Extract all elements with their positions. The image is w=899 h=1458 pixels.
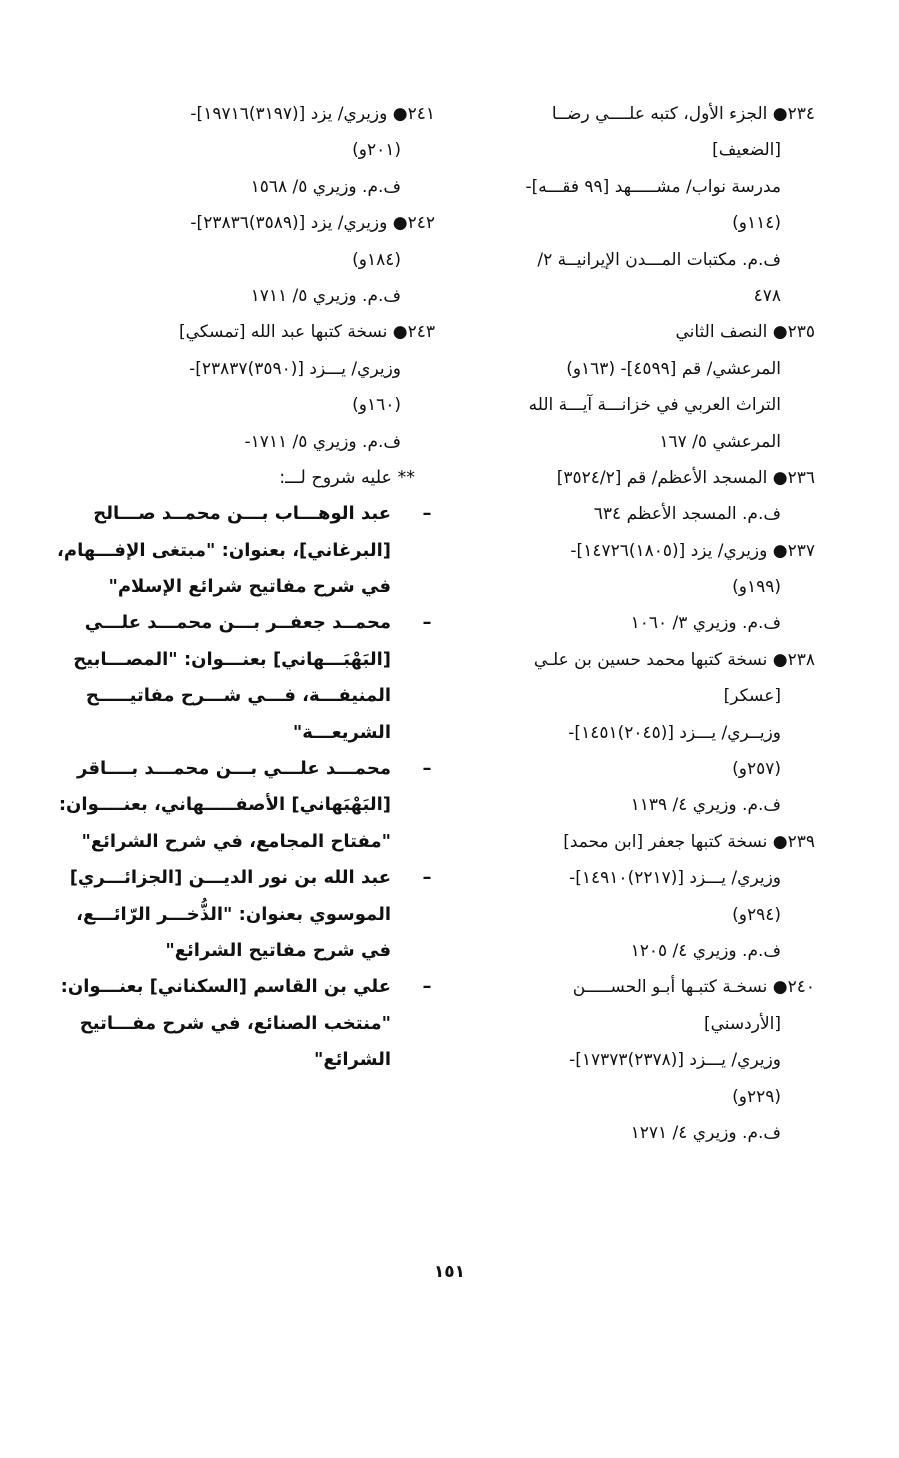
text-line: [عسكر] [723,686,781,707]
text-line: [الأردسني] [703,1013,781,1034]
commentary-text: [البرغاني]، بعنوان: "مبتغى الإفـــهام، [57,539,391,561]
text-line: ف.م. وزيري ٤/ ١١٣٩ [630,795,781,816]
commentary-item [60,969,435,1078]
left-entries [95,96,435,460]
commentary-line [69,860,435,896]
text-line: ٢٣٥● النصف الثاني [675,322,815,343]
text-line: ٢٤١● وزيري/ يزد [(٣١٩٧)١٩٧١٦]- [190,104,435,124]
text-line: (١٨٤و) [352,249,401,270]
text-line: ف.م. المسجد الأعظم ٦٣٤ [593,504,781,525]
text-line: مدرسة نواب/ مشـــــهد [٩٩ فقـــه]- [525,176,781,197]
text-line: (٢٢٩و) [732,1086,781,1107]
dash-marker: – [422,758,432,780]
commentary-line [58,787,435,823]
commentary-text: الشريعـــة" [292,721,391,743]
text-line: ف.م. وزيري ٤/ ١٢٧١ [630,1122,781,1143]
commentary-line [81,824,435,860]
right-column [475,96,815,1151]
dash-marker: – [422,867,432,889]
text-line: ف.م. مكتبات المـــدن الإيرانيــة ٢/ [537,249,781,270]
commentary-item [58,751,435,860]
commentary-item [69,860,435,969]
commentary-text: [البَهْبَـــهاني] بعنـــوان: "المصـــابيح [73,648,391,670]
text-line: ف.م. وزيري ٥/ ١٥٦٨ [250,176,401,197]
text-line: ف.م. وزيري ٤/ ١٢٠٥ [630,940,781,961]
commentary-item [57,496,435,605]
commentary-line [95,1042,435,1078]
text-line: التراث العربي في خزانـــة آيـــة الله [528,395,781,416]
commentary-text: المنيفـــة، فـــي شـــرح مفاتيـــــح [85,685,391,707]
text-line: وزيري/ يـــزد [(٢٣٧٨)١٧٣٧٣]- [569,1050,781,1071]
text-line: المرعشي ٥/ ١٦٧ [659,431,781,452]
commentary-text: "منتخب الصنائع، في شرح مفـــاتيح [79,1012,391,1034]
commentary-line [79,1006,435,1042]
text-line: ٢٤٣● نسخة كتبها عبد الله [تمسكي] [178,322,435,343]
text-line: ٢٣٩● نسخة كتبها جعفر [ابن محمد] [563,831,815,852]
commentary-text: الشرائع" [313,1049,391,1071]
commentary-line [77,751,435,787]
commentary-item [73,605,435,751]
commentary-line [85,678,435,714]
commentary-text: محمـــد علـــي بـــن محمـــد بــــاقر [77,758,391,780]
commentary-line [95,569,435,605]
dash-marker: – [422,503,432,525]
commentary-line [76,897,435,933]
text-line: ٢٤٢● وزيري/ يزد [(٣٥٨٩)٢٣٨٣٦]- [190,213,435,234]
text-line: ٢٤٠● نسخـة كتبـها أبـو الحســـــن [572,977,815,998]
text-line: ٢٣٨● نسخة كتبها محمد حسين بن علـي [533,649,815,670]
commentary-text: في شرح مفاتيح الشرائع" [165,939,391,961]
text-line: ف.م. وزيري ٥/ ١٧١١ [250,285,401,306]
commentary-text: "مفتاح المجامع، في شرح الشرائع" [81,830,391,852]
text-line: ف.م. وزيري ٥/ ١٧١١- [244,431,401,452]
page-number: ١٥١ [433,1262,466,1282]
commentary-line [84,605,435,641]
text-line: (١٩٩و) [732,577,781,598]
text-line: (١٦٠و) [352,395,401,416]
text-line: وزيري/ يـــزد [(٣٥٩٠)٢٣٨٣٧]- [189,358,401,379]
commentary-line [57,533,435,569]
text-line: ٢٣٤● الجزء الأول، كتبه علــــي رضــا [551,104,815,124]
left-column [57,96,435,1079]
text-line: وزيــري/ يـــزد [(٢٠٤٥)١٤٥١]- [568,722,781,743]
text-line: المرعشي/ قم [٤٥٩٩]- (١٦٣و) [566,358,781,379]
commentary-line [95,496,435,532]
commentary-text: عبد الله بن نور الديـــن [الجزائـــري] [69,867,391,889]
commentaries-list [57,496,435,1078]
commentary-text: محمــد جعفــر بـــن محمـــد علـــي [84,612,391,634]
text-line: ٤٧٨ [753,285,781,306]
text-line: (٢٠١و) [352,140,401,161]
text-line: ٢٣٦● المسجد الأعظم/ قم [٣٥٢٤/٢] [556,467,815,488]
text-line: (١١٤و) [732,213,781,234]
dash-marker: – [422,976,432,998]
commentary-line [73,642,435,678]
text-line: [الضعيف] [712,140,781,161]
commentary-text: في شرح مفاتيح شرائع الإسلام" [108,576,391,598]
text-line: (٢٥٧و) [732,759,781,780]
text-line: وزيري/ يـــزد [(٢٢١٧)١٤٩١٠]- [569,868,781,889]
text-line: (٢٩٤و) [732,904,781,925]
commentary-text: [البَهْبَهاني] الأصفـــــهاني، بعنــــوان: [58,794,391,816]
commentary-text: علي بن القاسم [السكناني] بعنـــوان: [60,976,391,998]
commentaries-heading: ** عليه شروح لـــ: [279,467,415,488]
commentary-line [95,933,435,969]
commentary-line [60,969,435,1005]
text-line: ف.م. وزيري ٣/ ١٠٦٠ [630,613,781,634]
commentary-line [95,715,435,751]
commentary-text: الموسوي بعنوان: "الذُّخـــر الرّائـــع، [76,903,391,925]
text-line: ٢٣٧● وزيري/ يزد [(١٨٠٥)١٤٧٢٦]- [570,540,815,561]
dash-marker: – [422,612,432,634]
commentary-text: عبد الوهـــاب بـــن محمــد صـــالح [93,503,391,525]
